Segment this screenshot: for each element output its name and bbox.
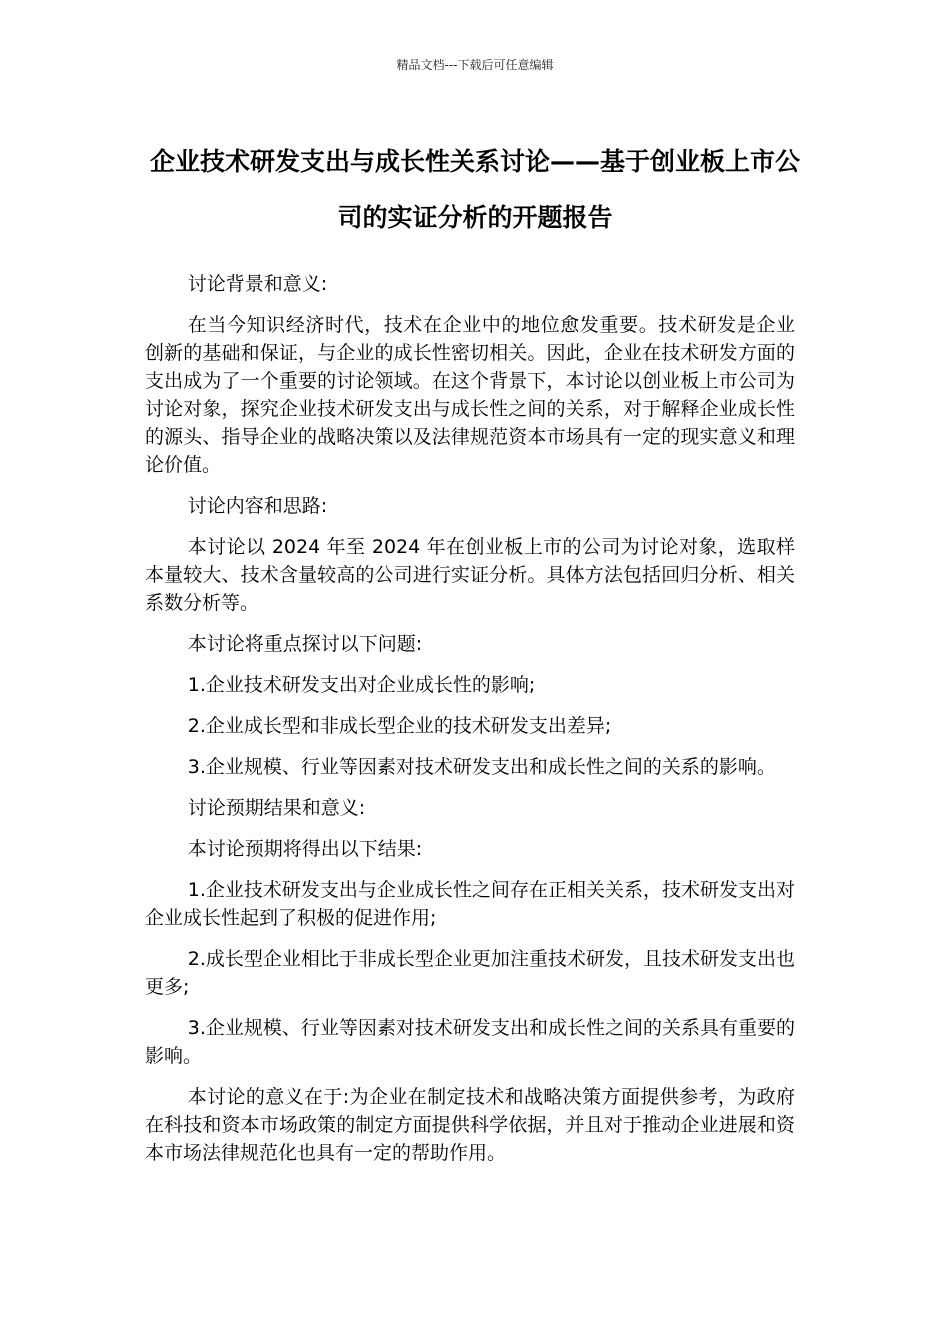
list-item-issue-1: 1.企业技术研发支出对企业成长性的影响; — [187, 674, 536, 696]
list-item-result-2: 2.成长型企业相比于非成长型企业更加注重技术研发，且技术研发支出也更多; — [145, 948, 795, 998]
list-item-issue-3: 3.企业规模、行业等因素对技术研发支出和成长性之间的关系的影响。 — [187, 756, 776, 778]
paragraph-significance: 本讨论的意义在于:为企业在制定技术和战略决策方面提供参考，为政府在科技和资本市场政策的制定方面提供科学依据，并且对于推动企业进展和资本市场法律规范化也具有一定的帮助作用。 — [145, 1086, 795, 1164]
document-title: 企业技术研发支出与成长性关系讨论——基于创业板上市公司的实证分析的开题报告 — [149, 147, 800, 232]
paragraph-issues-intro: 本讨论将重点探讨以下问题: — [187, 633, 423, 655]
document-body — [145, 270, 795, 1180]
list-item-result-1: 1.企业技术研发支出与企业成长性之间存在正相关关系，技术研发支出对企业成长性起到了积极的促进作用; — [145, 879, 795, 929]
paragraph-results-intro: 本讨论预期将得出以下结果: — [187, 838, 423, 860]
section-heading-background: 讨论背景和意义: — [187, 273, 328, 295]
paragraph-content: 本讨论以 2024 年至 2024 年在创业板上市的公司为讨论对象，选取样本量较大、技术含量较高的公司进行实证分析。具体方法包括回归分析、相关系数分析等。 — [145, 536, 795, 614]
list-item-result-3: 3.企业规模、行业等因素对技术研发支出和成长性之间的关系具有重要的影响。 — [145, 1017, 795, 1067]
section-heading-results: 讨论预期结果和意义: — [187, 797, 366, 819]
page-header: 精品文档---下载后可任意编辑 — [396, 58, 554, 72]
paragraph-background: 在当今知识经济时代，技术在企业中的地位愈发重要。技术研发是企业创新的基础和保证，与企业的成长性密切相关。因此，企业在技术研发方面的支出成为了一个重要的讨论领域。在这个背景下，本讨论以创业板上市公司为讨论对象，探究企业技术研发支出与成长性之间的关系，对于解释企业成长性的源头、指导企业的战略决策以及法律规范资本市场具有一定的现实意义和理论价值。 — [145, 314, 795, 476]
list-item-issue-2: 2.企业成长型和非成长型企业的技术研发支出差异; — [187, 715, 612, 737]
section-heading-content: 讨论内容和思路: — [187, 495, 328, 517]
